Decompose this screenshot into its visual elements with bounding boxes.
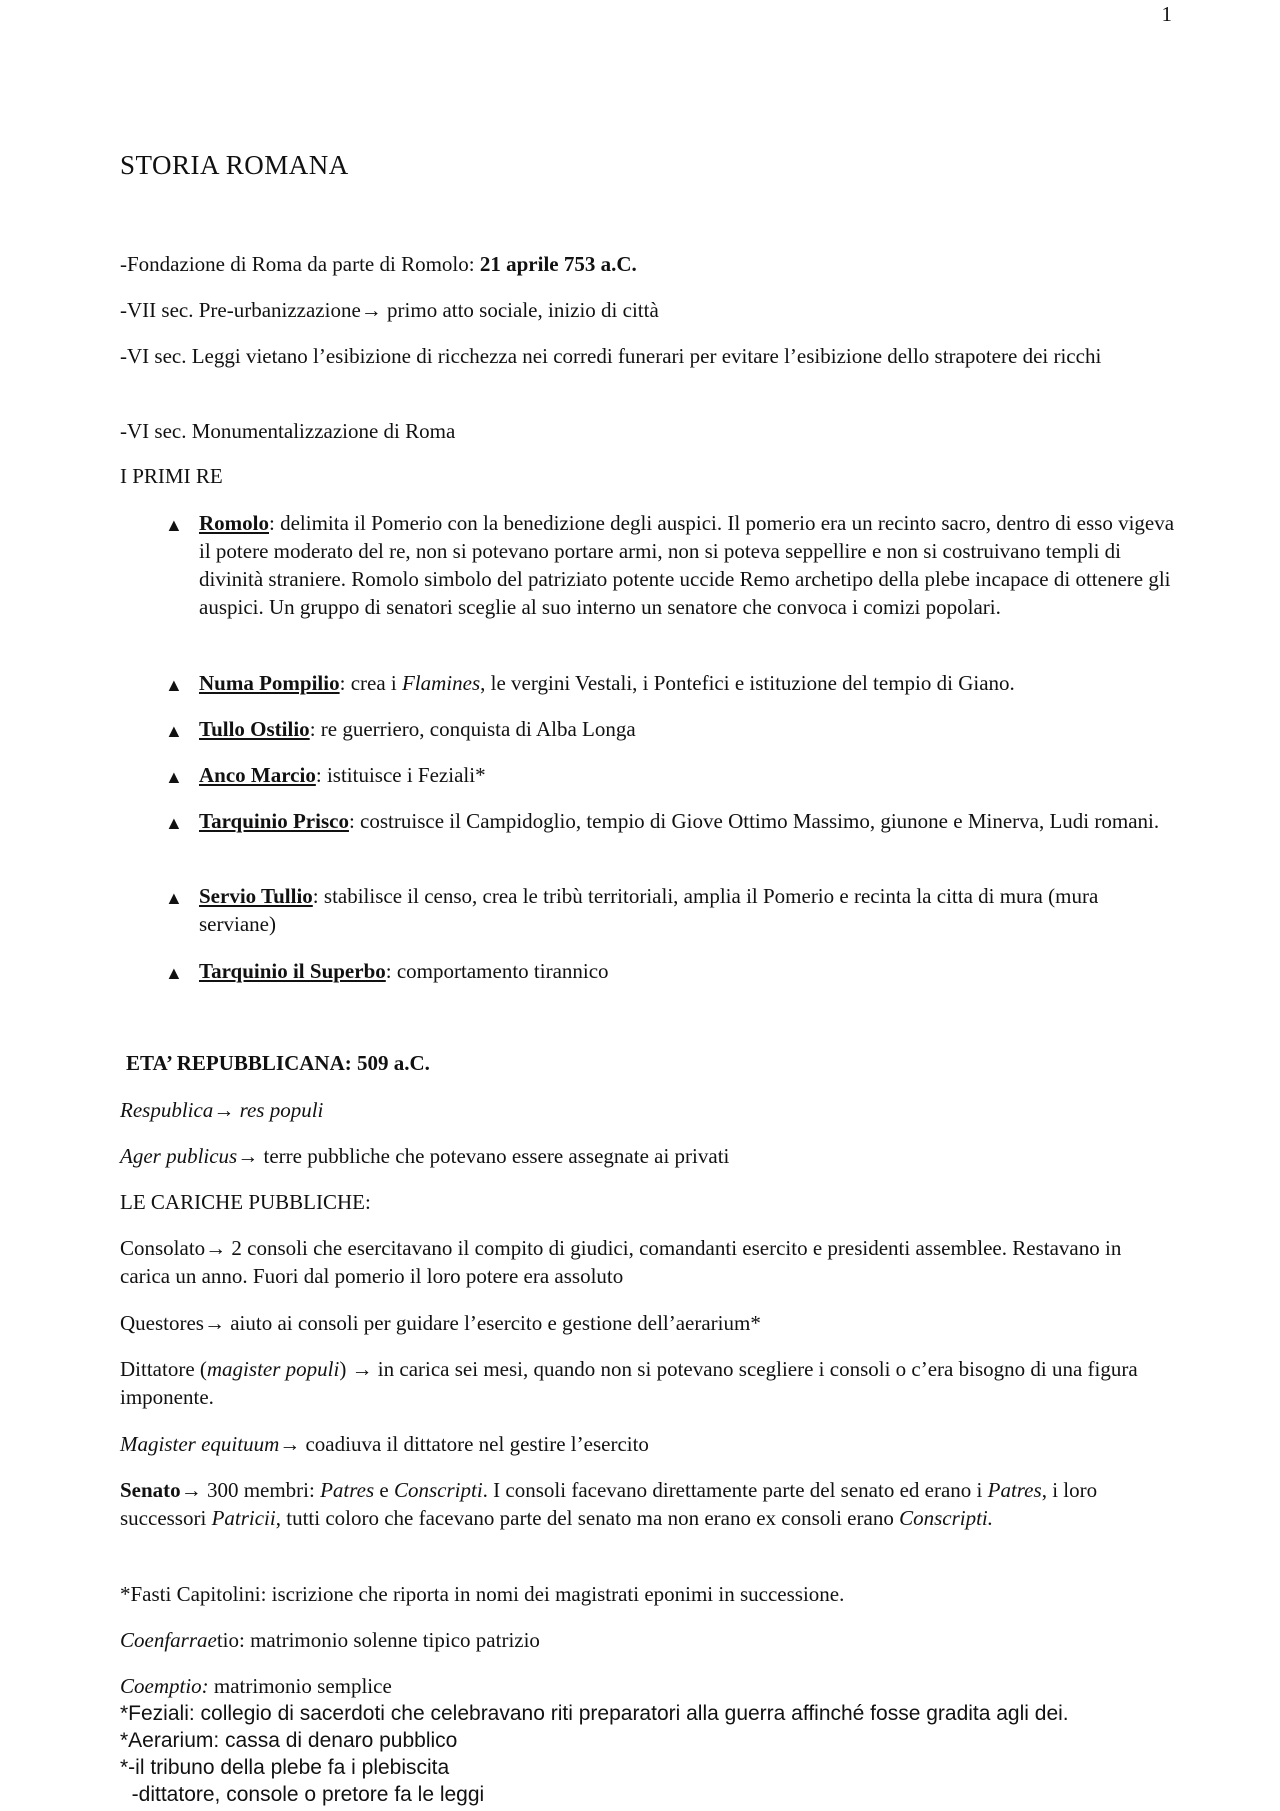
consolato-paragraph: Consolato→ 2 consoli che esercitavano il compito di giudici, comandanti esercito e presidenti assemblee. Restavano in carica un anno. Fuori dal pomerio il loro potere era assoluto — [120, 1236, 1122, 1288]
triangle-bullet-icon: ▲ — [165, 813, 183, 833]
triangle-bullet-icon: ▲ — [165, 888, 183, 908]
king-name: Tullo Ostilio — [199, 717, 310, 741]
king-description: delimita il Pomerio con la benedizione degli auspici. Il pomerio era un recinto sacro, dentro di esso vigeva il potere moderato del re, non si potevano portare armi, non si poteva seppellire e non si costruivano templi di divinità straniere. Romolo simbolo del patriziato potente uccide Remo archetipo della plebe incapace di ottenere gli auspici. Un gruppo di senatori sceglie al suo interno un senatore che convoca i comizi popolari. — [199, 511, 1175, 619]
kings-heading: I PRIMI RE — [120, 464, 223, 488]
intro-line-founding: -Fondazione di Roma da parte di Romolo: 21 aprile 753 a.C. — [120, 252, 637, 276]
intro-line-vi-sec-monuments: -VI sec. Monumentalizzazione di Roma — [120, 419, 456, 443]
founding-date: 21 aprile 753 a.C. — [479, 252, 637, 276]
king-description: istituisce i Feziali* — [326, 763, 486, 787]
dittatore-paragraph: Dittatore (magister populi) → in carica sei mesi, quando non si potevano scegliere i consoli o c’era bisogno di una figura imponente. — [120, 1357, 1138, 1409]
king-description: comportamento tirannico — [396, 959, 609, 983]
intro-line-vii-sec: -VII sec. Pre-urbanizzazione→ primo atto sociale, inizio di città — [120, 298, 659, 322]
footnote-tribuno: *-il tribuno della plebe fa i plebiscita — [120, 1756, 450, 1779]
king-description: re guerriero, conquista di Alba Longa — [320, 717, 636, 741]
page-number: 1 — [1161, 2, 1172, 26]
cariche-heading: LE CARICHE PUBBLICHE: — [120, 1190, 371, 1214]
list-item-tarquinio-il-superbo: ▲ Tarquinio il Superbo: comportamento tirannico — [165, 957, 1175, 985]
king-name: Tarquinio Prisco — [199, 809, 349, 833]
triangle-bullet-icon: ▲ — [165, 721, 183, 741]
footnote-leggi: -dittatore, console o pretore fa le leggi — [120, 1783, 485, 1806]
list-item-servio-tullio: ▲ Servio Tullio: stabilisce il censo, crea le tribù territoriali, amplia il Pomerio e recinta la citta di mura (mura serviane) — [165, 884, 1099, 936]
document-title: STORIA ROMANA — [120, 150, 349, 180]
king-name: Servio Tullio — [199, 884, 313, 908]
republic-heading: ETA’ REPUBBLICANA: 509 a.C. — [126, 1051, 430, 1075]
questori-paragraph: Questores→ aiuto ai consoli per guidare l’esercito e gestione dell’aerarium* — [120, 1311, 761, 1335]
triangle-bullet-icon: ▲ — [165, 963, 183, 983]
king-description: costruisce il Campidoglio, tempio di Giove Ottimo Massimo, giunone e Minerva, Ludi romani. — [360, 809, 1160, 833]
triangle-bullet-icon: ▲ — [165, 515, 183, 535]
fasti-capitolini-note: *Fasti Capitolini: iscrizione che riporta in nomi dei magistrati eponimi in successione. — [120, 1582, 845, 1606]
list-item-tarquinio-prisco: ▲ Tarquinio Prisco: costruisce il Campidoglio, tempio di Giove Ottimo Massimo, giunone e Minerva, Ludi romani. — [165, 807, 1175, 835]
king-name: Romolo — [199, 511, 269, 535]
footnote-aerarium: *Aerarium: cassa di denaro pubblico — [120, 1729, 458, 1752]
ager-publicus-definition: Ager publicus→ terre pubbliche che potevano essere assegnate ai privati — [120, 1144, 730, 1168]
magister-equitum-paragraph: Magister equituum→ coadiuva il dittatore nel gestire l’esercito — [120, 1432, 649, 1456]
king-name: Tarquinio il Superbo — [199, 959, 386, 983]
king-name: Anco Marcio — [199, 763, 316, 787]
respublica-definition: Respublica→ res populi — [120, 1098, 324, 1122]
intro-line-vi-sec-laws: -VI sec. Leggi vietano l’esibizione di ricchezza nei corredi funerari per evitare l’esibizione dello strapotere dei ricchi — [120, 344, 1102, 368]
list-item-numa-pompilio: ▲ Numa Pompilio: crea i Flamines, le vergini Vestali, i Pontefici e istituzione del tempio di Giano. — [165, 669, 1175, 697]
list-item-anco-marcio: ▲ Anco Marcio: istituisce i Feziali* — [165, 761, 1175, 789]
list-item-tullo-ostilio: ▲ Tullo Ostilio: re guerriero, conquista di Alba Longa — [165, 715, 1175, 743]
coenfarreatio-paragraph: Coenfarraetio: matrimonio solenne tipico patrizio — [120, 1628, 540, 1652]
coemptio-paragraph: Coemptio: matrimonio semplice — [120, 1674, 392, 1698]
list-item-romolo: ▲ Romolo: delimita il Pomerio con la benedizione degli auspici. Il pomerio era un recinto sacro, dentro di esso vigeva il potere moderato del re, non si potevano portare armi, non si poteva seppellire e non si costruivano templi di divinità straniere. Romolo simbolo del patriziato potente uccide Remo archetipo della plebe incapace di ottenere gli auspici. Un gruppo di senatori sceglie al suo interno un senatore che convoca i comizi popolari. — [165, 511, 1175, 619]
king-name: Numa Pompilio — [199, 671, 340, 695]
triangle-bullet-icon: ▲ — [165, 675, 183, 695]
footnote-feziali: *Feziali: collegio di sacerdoti che celebravano riti preparatori alla guerra affinché fosse gradita agli dei. — [120, 1702, 1069, 1725]
senato-paragraph: Senato→ 300 membri: Patres e Conscripti. I consoli facevano direttamente parte del senato ed erano i Patres, i loro successori Patricii, tutti coloro che facevano parte del senato ma non erano ex consoli erano Conscripti. — [120, 1478, 1098, 1530]
triangle-bullet-icon: ▲ — [165, 767, 183, 787]
king-description: stabilisce il censo, crea le tribù territoriali, amplia il Pomerio e recinta la citta di mura (mura serviane) — [199, 884, 1099, 936]
